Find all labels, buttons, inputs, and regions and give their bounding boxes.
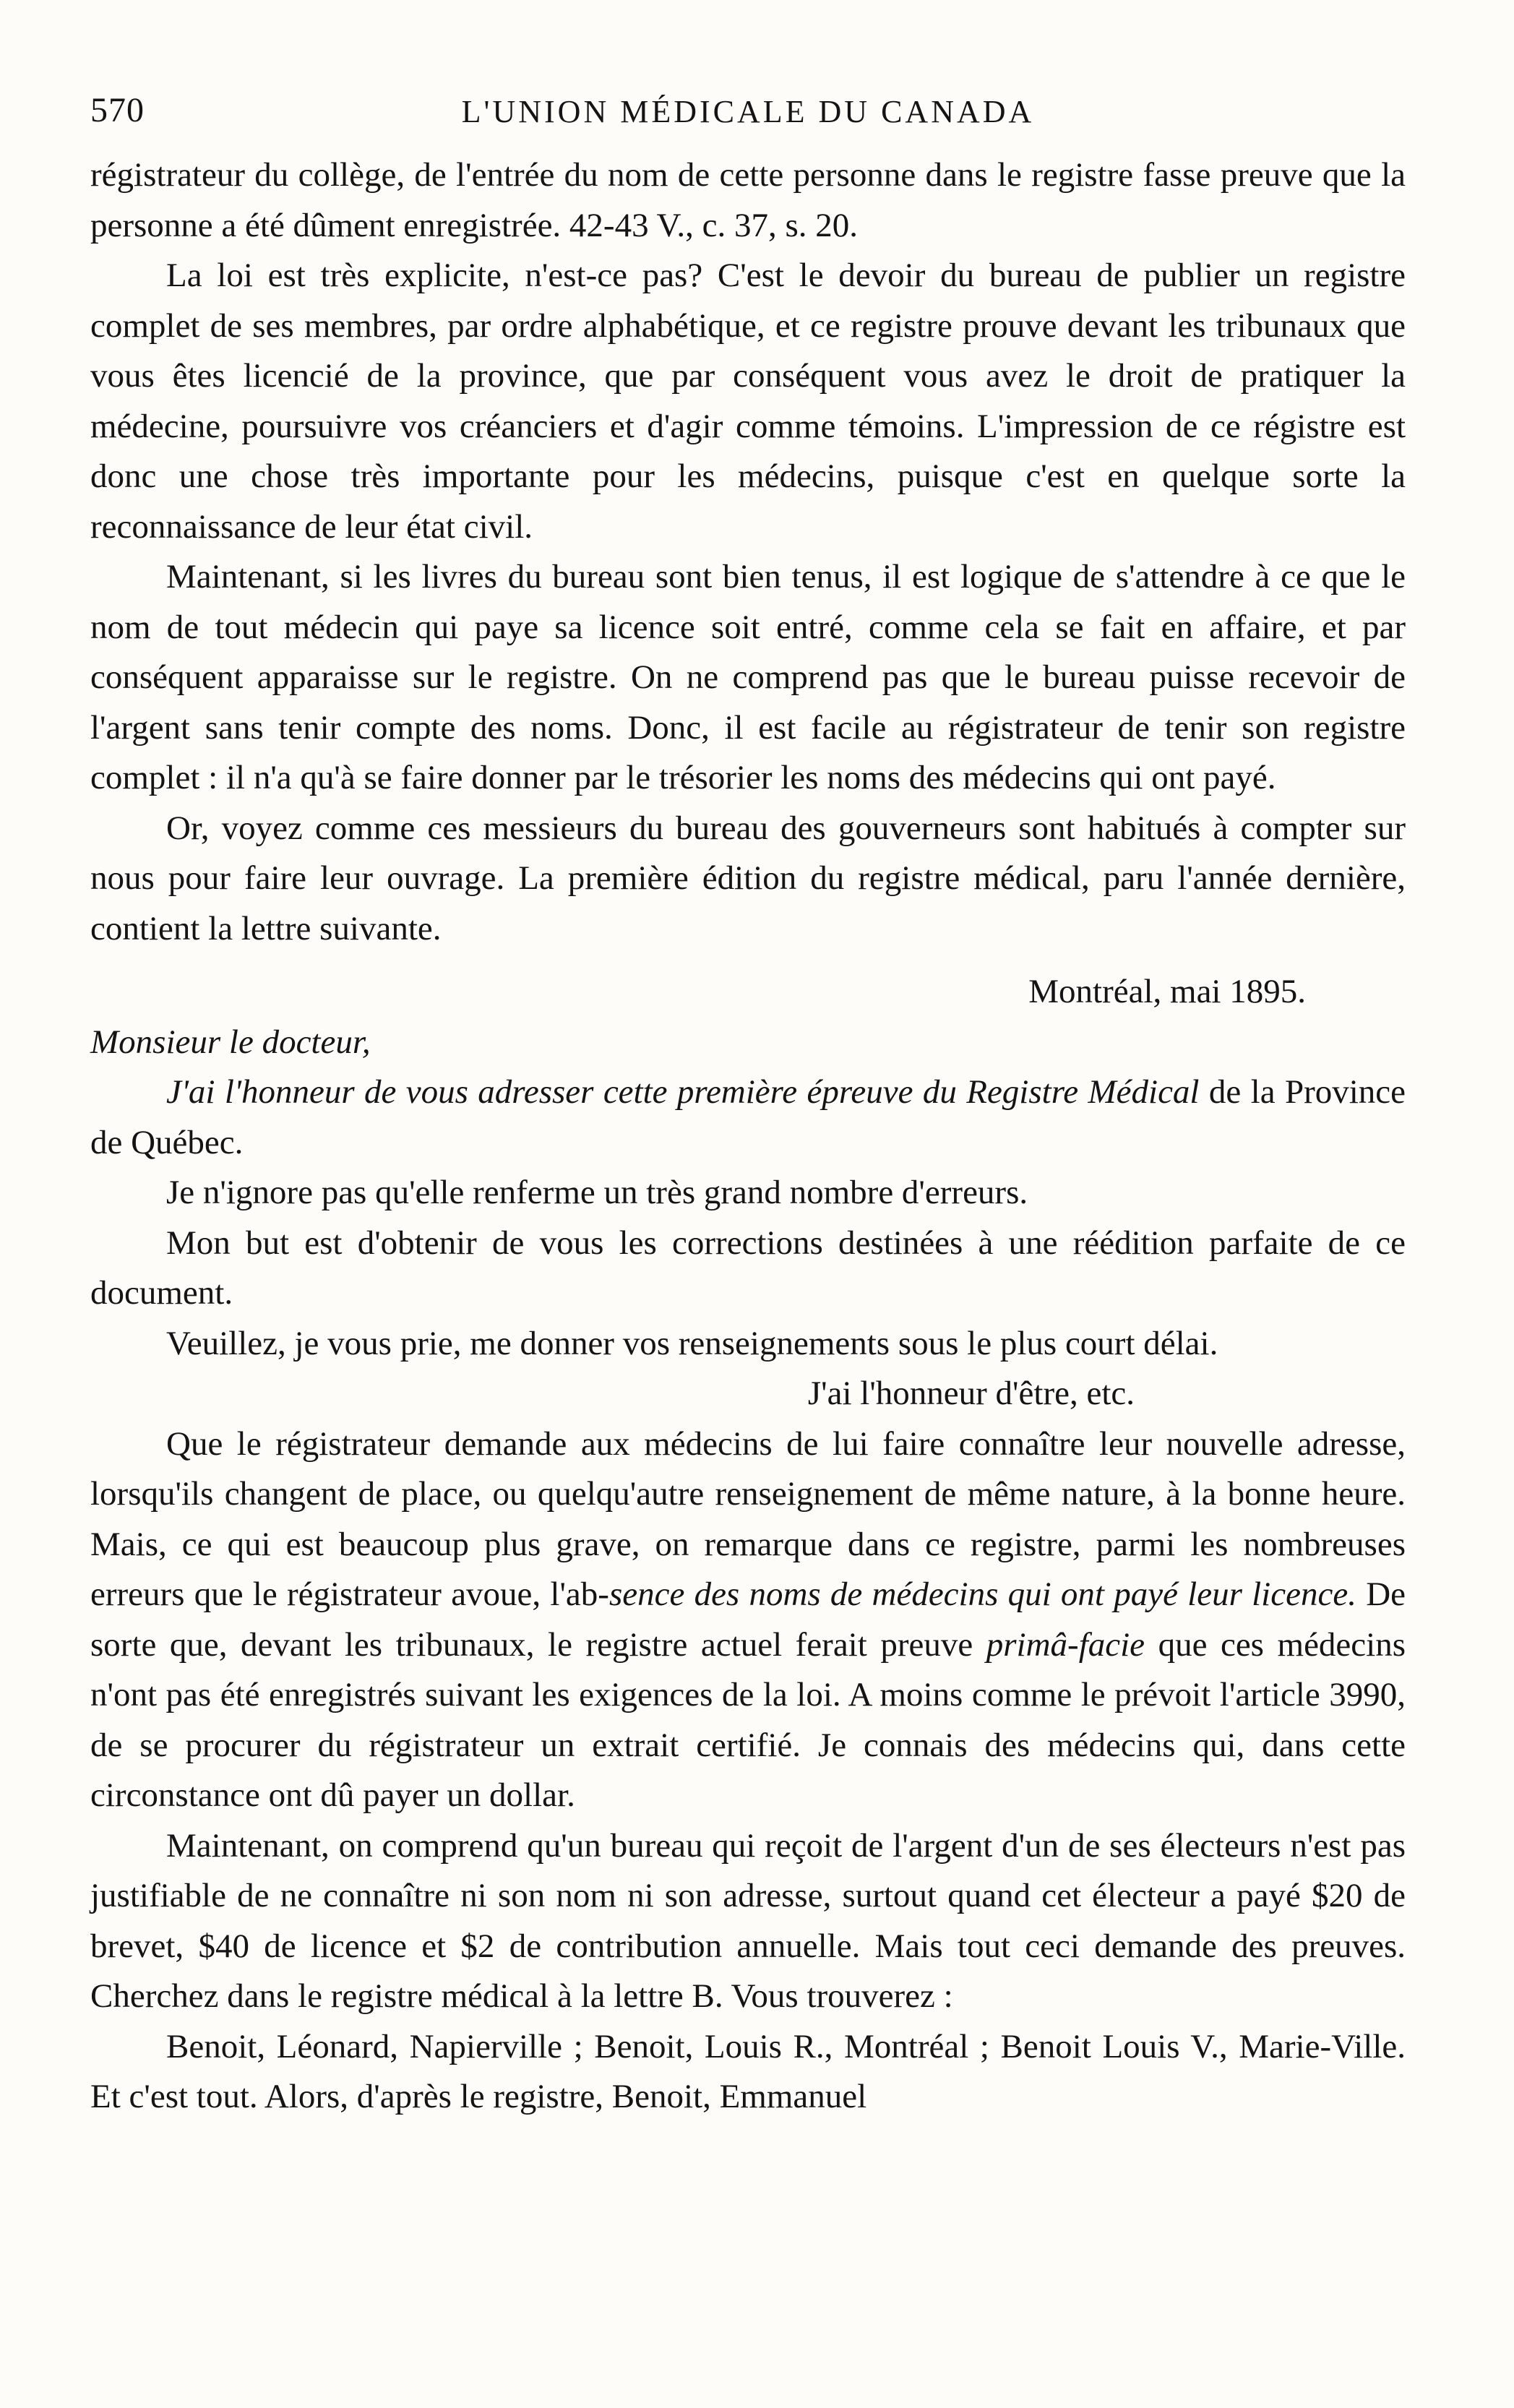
paragraph-5 — [90, 1419, 1406, 1821]
register-title: Registre Médical — [966, 1073, 1200, 1111]
paragraph-5-end: que ces médecins n'ont pas été enregistrés suivant les exigences de la loi. A moins comme le prévoit l'article 3990, de se procurer du régistrateur un extrait certifié. Je connais des médecins qui, dans cette circonstance ont dû payer un dollar. — [90, 1625, 1406, 1814]
letter-paragraph-2: Je n'ignore pas qu'elle renferme un très grand nombre d'erreurs. — [166, 1174, 1028, 1211]
paragraph-5-emphasis: sence des noms de médecins qui ont payé leur licence. — [608, 1575, 1356, 1613]
page-number: 570 — [90, 91, 145, 129]
letter-line-1-end: de la Province de Québec. — [90, 1073, 1406, 1161]
letter-paragraph-1 — [90, 1067, 1406, 1168]
page-header — [90, 85, 1406, 142]
letter-line-1-text: J'ai l'honneur de vous adresser cette première épreuve du — [166, 1073, 967, 1111]
letter-paragraph-3: Mon but est d'obtenir de vous les corrections destinées à une réédition parfaite de ce document. — [90, 1224, 1406, 1312]
prima-facie-term: primâ-facie — [986, 1625, 1145, 1664]
paragraph-1: régistrateur du collège, de l'entrée du nom de cette personne dans le registre fasse preuve que la personne a été dûment enregistrée. 42-43 V., c. 37, s. 20. — [90, 156, 1406, 244]
paragraph-2: La loi est très explicite, n'est-ce pas? C'est le devoir du bureau de publier un registre complet de ses membres, par ordre alphabétique, et ce registre prouve devant les tribunaux que vous êtes licencié de la province, que par conséquent vous avez le droit de pratiquer la médecine, poursuivre vos créanciers et d'agir comme témoins. L'impression de ce régistre est donc une chose très importante pour les médecins, puisque c'est en quelque sorte la reconnaissance de leur état civil. — [90, 257, 1406, 546]
running-title: L'UNION MÉDICALE DU CANADA — [461, 94, 1035, 129]
paragraph-6: Maintenant, on comprend qu'un bureau qui reçoit de l'argent d'un de ses électeurs n'est pas justifiable de ne connaître ni son nom ni son adresse, surtout quand cet électeur a payé $20 de brevet, $40 de licence et $2 de contribution annuelle. Mais tout ceci demande des preuves. Cherchez dans le registre médical à la lettre B. Vous trouverez : — [90, 1826, 1406, 2015]
letter-paragraph-4: Veuillez, je vous prie, me donner vos renseignements sous le plus court délai. — [166, 1324, 1218, 1362]
paragraph-3: Maintenant, si les livres du bureau sont bien tenus, il est logique de s'attendre à ce que le nom de tout médecin qui paye sa licence soit entré, comme cela se fait en affaire, et par conséquent apparaisse sur le registre. On ne comprend pas que le bureau puisse recevoir de l'argent sans tenir compte des noms. Donc, il est facile au régistrateur de tenir son registre complet : il n'a qu'à se faire donner par le trésorier les noms des médecins qui ont payé. — [90, 558, 1406, 796]
letter-closing: J'ai l'honneur d'être, etc. — [807, 1375, 1135, 1412]
paragraph-5-text: Que le régistrateur demande aux médecins de lui faire connaître leur nouvelle adresse, lorsqu'ils changent de place, ou quelqu'autre renseignement de même nature, à la bonne heure. Mais, ce qui est beaucoup plus grave, on remarque dans ce registre, parmi les nombreuses erreurs que le régistrateur avoue, l'ab- — [90, 1424, 1406, 1613]
letter-salutation: Monsieur le docteur, — [90, 1023, 371, 1061]
paragraph-7: Benoit, Léonard, Napierville ; Benoit, Louis R., Montréal ; Benoit Louis V., Marie-Ville. Et c'est tout. Alors, d'après le registre, Benoit, Emmanuel — [90, 2027, 1406, 2115]
quoted-letter — [90, 967, 1406, 1419]
paragraph-5-middle: De sorte que, devant les tribunaux, le registre actuel ferait preuve — [90, 1575, 1406, 1664]
letter-date: Montréal, mai 1895. — [1028, 973, 1306, 1010]
journal-page — [90, 85, 1406, 2123]
paragraph-4: Or, voyez comme ces messieurs du bureau des gouverneurs sont habitués à compter sur nous pour faire leur ouvrage. La première édition du registre médical, paru l'année dernière, contient la lettre suivante. — [90, 809, 1406, 947]
